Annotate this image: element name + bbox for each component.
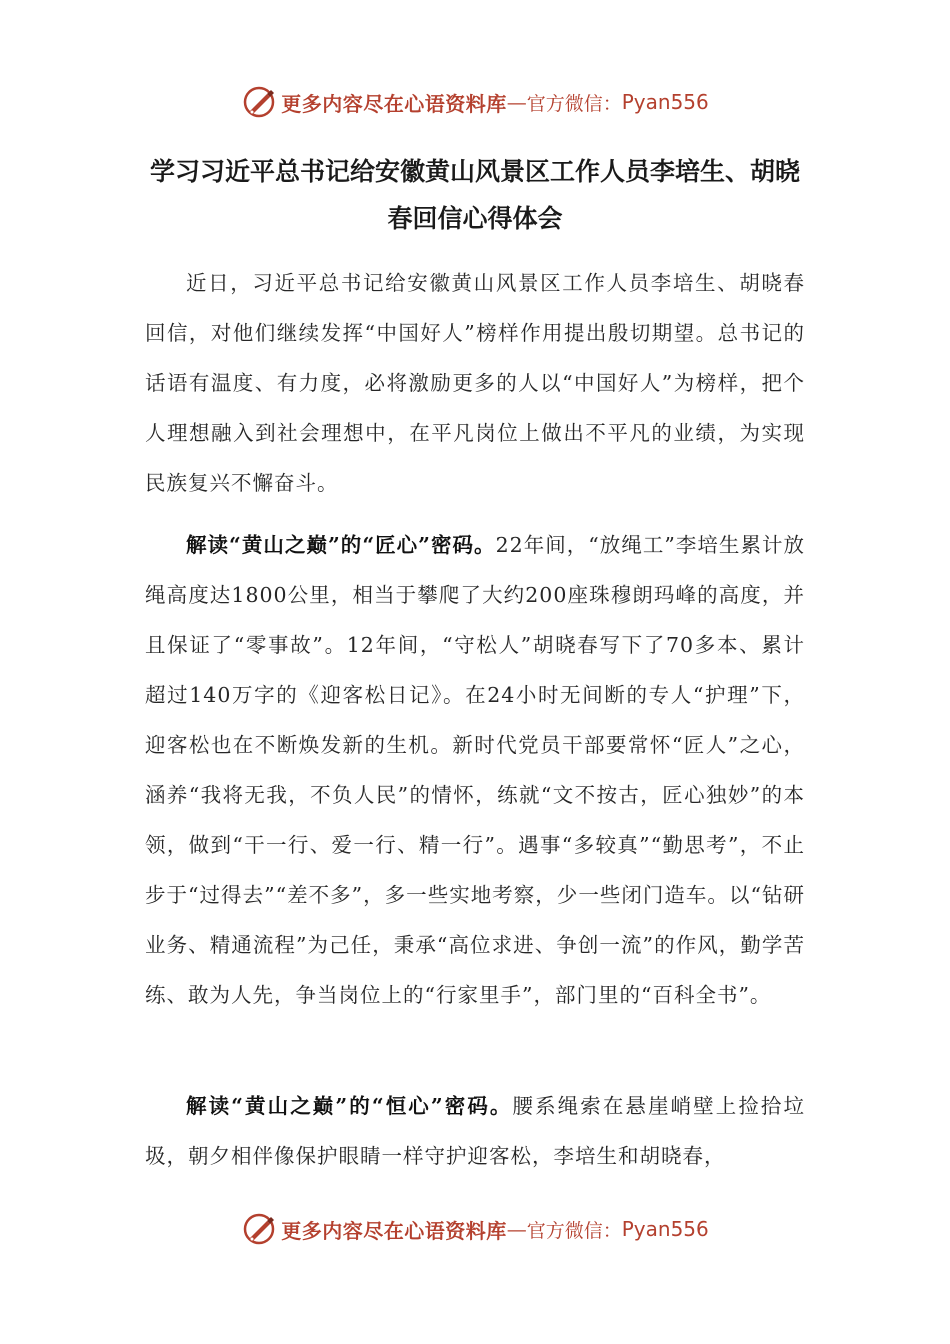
header-banner <box>0 82 950 122</box>
pen-logo-icon <box>241 84 277 120</box>
header-banner-separator: — <box>506 90 527 114</box>
footer-banner-text: 更多内容尽在心语资料库 <box>281 1218 507 1243</box>
paragraph-craftsmanship-lead: 解读“黄山之巅”的“匠心”密码。 <box>186 533 496 557</box>
pen-logo-icon <box>241 1211 277 1247</box>
header-wechat-label: 官方微信： <box>526 92 622 115</box>
paragraph-perseverance <box>145 1081 805 1181</box>
footer-wechat-id: Pyan556 <box>621 1217 709 1241</box>
footer-wechat-label: 官方微信： <box>526 1219 622 1242</box>
footer-banner <box>0 1209 950 1249</box>
header-banner-text: 更多内容尽在心语资料库 <box>281 91 507 116</box>
paragraph-perseverance-body: 腰系绳索在悬崖峭壁上捡拾垃圾，朝夕相伴像保护眼睛一样守护迎客松，李培生和胡晓春， <box>145 1094 805 1168</box>
paragraph-craftsmanship <box>145 520 805 1020</box>
paragraph-perseverance-lead: 解读“黄山之巅”的“恒心”密码。 <box>186 1094 513 1118</box>
footer-banner-separator: — <box>506 1217 527 1241</box>
paragraph-craftsmanship-body: 22年间，“放绳工”李培生累计放绳高度达1800公里，相当于攀爬了大约200座珠穆朗玛峰的高度，并且保证了“零事故”。12年间，“守松人”胡晓春写下了70多本、累计超过140万字的《迎客松日记》。在24小时无间断的专人“护理”下，迎客松也在不断焕发新的生机。新时代党员干部要常怀“匠人”之心，涵养“我将无我，不负人民”的情怀，练就“文不按古，匠心独妙”的本领，做到“干一行、爱一行、精一行”。遇事“多较真”“勤思考”，不止步于“过得去”“差不多”，多一些实地考察，少一些闭门造车。以“钻研业务、精通流程”为己任，秉承“高位求进、争创一流”的作风，勤学苦练、敢为人先，争当岗位上的“行家里手”，部门里的“百科全书”。 <box>145 533 806 1007</box>
header-wechat-id: Pyan556 <box>621 90 709 114</box>
paragraph-intro: 近日，习近平总书记给安徽黄山风景区工作人员李培生、胡晓春回信，对他们继续发挥“中国好人”榜样作用提出殷切期望。总书记的话语有温度、有力度，必将激励更多的人以“中国好人”为榜样，把个人理想融入到社会理想中，在平凡岗位上做出不平凡的业绩，为实现民族复兴不懈奋斗。 <box>145 271 805 495</box>
document-title: 学习习近平总书记给安徽黄山风景区工作人员李培生、胡晓春回信心得体会 <box>149 157 800 233</box>
